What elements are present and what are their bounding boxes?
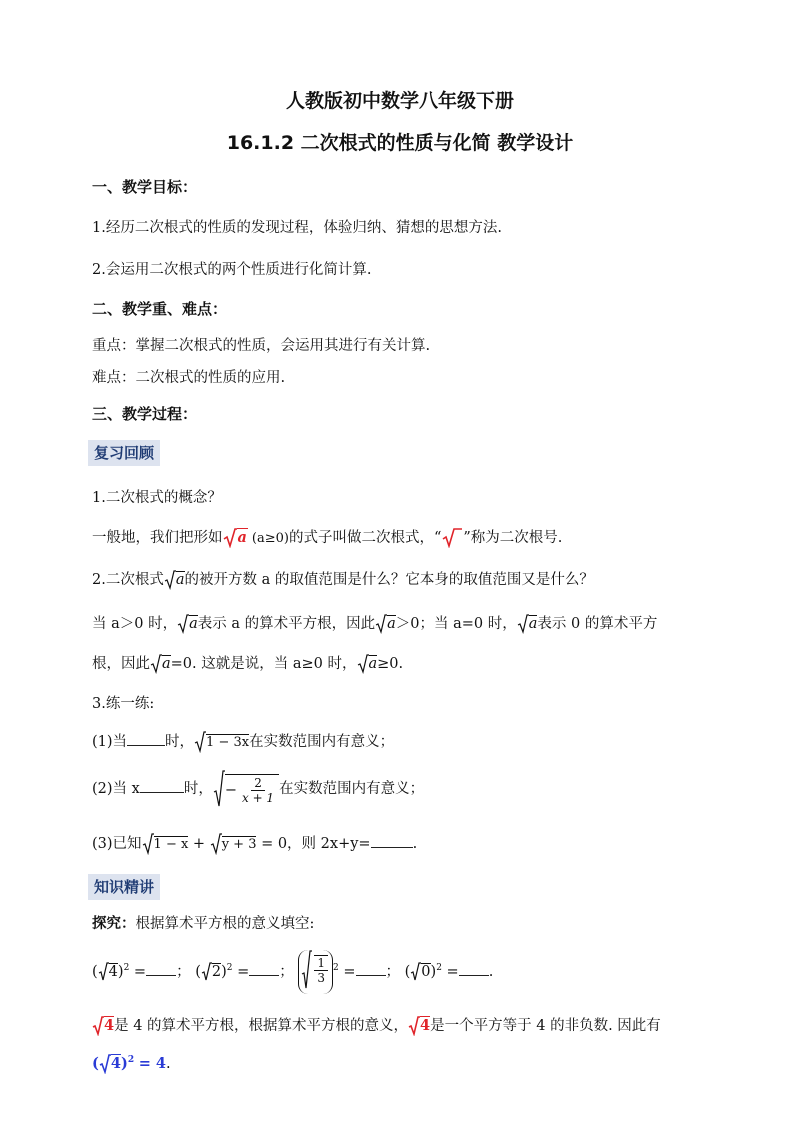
reasoning-text-b: 是一个平方等于 4 的非负数. 因此有 [430, 1018, 661, 1034]
practice2-denominator: x + 1 [241, 790, 275, 805]
answer-text-c: ＞0；当 a=0 时， [395, 616, 517, 632]
practice1-text-c: 在实数范围内有意义； [249, 734, 395, 750]
sqrt-sign-blue [99, 1054, 111, 1074]
practice2-text-b: 时， [183, 781, 213, 797]
formula-result: = 4 [138, 1055, 167, 1072]
sqrt-sign [177, 614, 189, 634]
process-heading: 三、教学过程： [92, 405, 198, 423]
answer-radicand-3: a [528, 616, 538, 632]
exercise3-numerator: 1 [314, 956, 328, 971]
goal-2: 2.会运用二次根式的两个性质进行化简计算. [92, 262, 372, 278]
exercise2-radicand: 2 [211, 964, 222, 980]
definition-text-c: ”称为二次根号. [463, 530, 563, 546]
sqrt-sign-large [301, 950, 312, 990]
answer-blank [371, 833, 413, 848]
review-q2 [92, 568, 594, 590]
reasoning-text-a: 是 4 的算术平方根，根据算术平方根的意义， [114, 1018, 409, 1034]
definition-line [92, 526, 562, 548]
answer-blank [356, 961, 386, 976]
answer2-text-a: 根，因此 [92, 656, 150, 672]
exercise4-equals: = [446, 964, 459, 980]
answer2-radicand-1: a [162, 656, 171, 672]
answer2-radicand-2: a [368, 656, 378, 672]
q2-text-b: 的被开方数 a 的取值范围是什么？它本身的取值范围又是什么？ [184, 572, 594, 588]
sqrt-sign [410, 962, 421, 982]
practice3-text-a: (3)已知 [92, 836, 142, 852]
formula-line: ( 4)$^2$ = 4. [92, 1055, 171, 1072]
reasoning-line [92, 1014, 661, 1036]
key-point-line [92, 334, 430, 355]
exercise3-equals: = [343, 964, 356, 980]
review-q1: 1.二次根式的概念？ [92, 490, 222, 506]
answer-text-a: 当 a＞0 时， [92, 616, 178, 632]
practice2-fraction [239, 776, 277, 805]
practice2-text-a: (2)当 x [92, 781, 140, 797]
goals-heading: 一、教学目标： [92, 178, 198, 196]
knowledge-band: 知识精讲 [88, 874, 160, 900]
exercise4-exponent: 2 [436, 963, 442, 974]
explore-label: 探究： [92, 916, 136, 932]
exercise1-exponent: 2 [123, 963, 130, 974]
answer2-text-b: =0. 这就是说，当 a≥0 时， [170, 656, 357, 672]
practice1-text-a: (1)当 [92, 734, 128, 750]
sqrt-sign-red [408, 1016, 420, 1036]
practice1-radicand: 1 − 3x [206, 735, 250, 750]
formula-radicand: 4 [110, 1055, 121, 1072]
exercise2-equals: = [237, 964, 250, 980]
practice3-end: . [412, 836, 418, 852]
practice2-numerator: 2 [251, 776, 265, 791]
separator: ； [279, 964, 294, 980]
practice-1 [92, 730, 394, 753]
definition-text-b: 的式子叫做二次根式，“ [288, 530, 442, 546]
exercise1-equals: = [133, 964, 147, 980]
explore-text: 根据算术平方根的意义填空: [135, 916, 315, 932]
practice3-equation: = 0，则 2x+y= [261, 836, 371, 852]
exercise2-exponent: 2 [226, 963, 233, 974]
reasoning-radicand-1: 4 [104, 1017, 115, 1034]
answer-blank [459, 961, 489, 976]
answer-blank [249, 961, 279, 976]
practice2-minus: − [224, 782, 237, 798]
practice2-text-c: 在实数范围内有意义； [279, 781, 425, 797]
key-point-text: 掌握二次根式的性质，会运用其进行有关计算. [135, 338, 431, 354]
answer-blank [140, 778, 184, 793]
sqrt-sign [517, 614, 529, 634]
formula-end: . [166, 1056, 171, 1072]
practice-3 [92, 832, 417, 855]
q2-radicand: a [175, 572, 185, 588]
exercise3-denominator: 3 [317, 971, 326, 985]
sqrt-sign [375, 614, 387, 634]
explore-exercises: ( 4)$^2$ = ； ( 2)$^2$ = ； $\frac{1}{3}$ $^2$ = ； ( 0)$^2$ = . [92, 950, 493, 994]
practice-2 [92, 770, 424, 808]
formula-exponent: 2 [127, 1055, 135, 1066]
review-band: 复习回顾 [88, 440, 160, 466]
sqrt-sign [142, 833, 154, 855]
sqrt-sign [164, 570, 176, 590]
reasoning-radicand-2: 4 [420, 1017, 431, 1034]
difficulty-line [92, 366, 285, 387]
answer-radicand-2: a [387, 616, 396, 632]
definition-radicand: a [237, 529, 247, 546]
explore-line [92, 912, 314, 933]
sqrt-sign [201, 962, 212, 982]
q2-text-a: 2.二次根式 [92, 572, 164, 588]
radical-symbol-red [441, 528, 463, 548]
difficulty-text: 二次根式的性质的应用. [135, 370, 286, 386]
sqrt-sign [194, 731, 206, 753]
separator: ； [176, 964, 191, 980]
practice1-text-b: 时， [165, 734, 195, 750]
practice-heading: 3.练一练: [92, 696, 155, 712]
sqrt-sign-red [92, 1016, 104, 1036]
document-subtitle: 16.1.2 二次根式的性质与化简 教学设计 [226, 132, 574, 154]
sqrt-sign [210, 833, 222, 855]
definition-text-a: 一般地，我们把形如 [92, 530, 223, 546]
definition-condition: (a≥0) [251, 531, 289, 546]
exercises-end: . [488, 964, 494, 980]
answer-blank [146, 961, 176, 976]
goal-1: 1.经历二次根式的性质的发现过程，体验归纳、猜想的思想方法. [92, 220, 502, 236]
exercise1-radicand: 4 [108, 964, 118, 980]
answer-text-b: 表示 a 的算术平方根，因此 [197, 616, 376, 632]
sqrt-sign [357, 654, 369, 674]
exercise3-exponent: 2 [333, 963, 339, 974]
sqrt-sign [98, 962, 109, 982]
document-title: 人教版初中数学八年级下册 [285, 90, 514, 112]
practice3-radicand-1: 1 − x [153, 837, 189, 852]
separator: ； [385, 964, 401, 980]
practice3-radicand-2: y + 3 [221, 837, 257, 852]
key-heading: 二、教学重、难点： [92, 300, 228, 318]
exercise3-fraction [314, 955, 328, 985]
key-point-label: 重点： [92, 338, 136, 354]
answer-line-1 [92, 612, 657, 634]
answer-text-d: 表示 0 的算术平方 [537, 616, 658, 632]
sqrt-sign-large [213, 770, 225, 808]
sqrt-sign-red [223, 528, 237, 548]
difficulty-label: 难点： [92, 370, 136, 386]
answer-radicand-1: a [189, 616, 198, 632]
answer2-text-c: ≥0. [377, 656, 404, 672]
practice3-plus: + [192, 836, 206, 852]
exercise4-radicand: 0 [421, 964, 431, 980]
sqrt-sign [150, 654, 162, 674]
answer-line-2 [92, 652, 403, 674]
answer-blank [127, 731, 165, 746]
